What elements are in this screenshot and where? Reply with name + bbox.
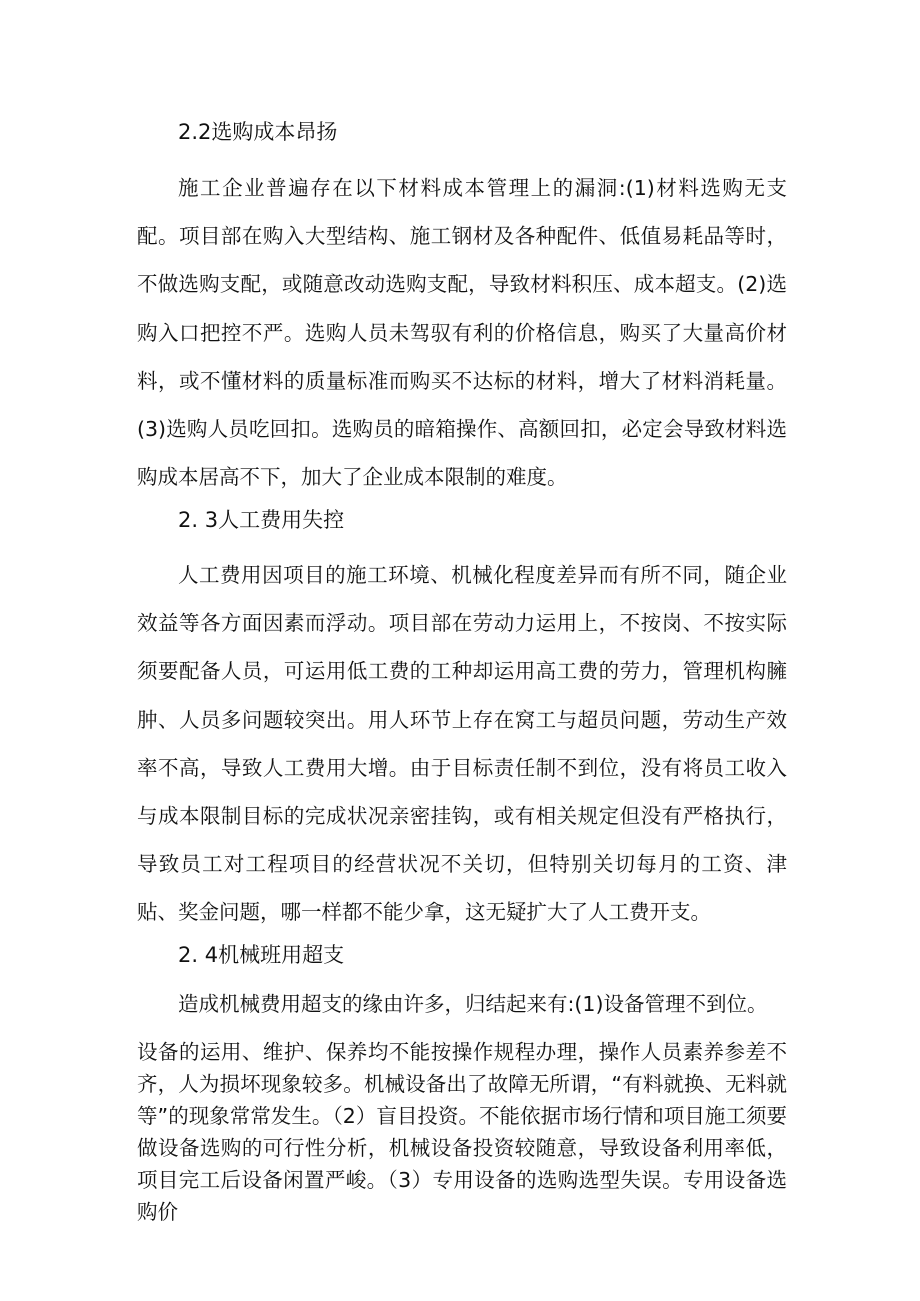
section-paragraph-2-3: 人工费用因项目的施工环境、机械化程度差异而有所不同，随企业效益等各方面因素而浮动。项目部在劳动力运用上，不按岗、不按实际须要配备人员，可运用低工费的工种却运用高工费的劳力，管理机构臃肿、人员多问题较突出。用人环节上存在窝工与超员问题，劳动生产效率不高，导致人工费用大增。由于目标责任制不到位，没有将员工收入与成本限制目标的完成状况亲密挂钩，或有相关规定但没有严格执行，导致员工对工程项目的经营状况不关切，但特别关切每月的工资、津贴、奖金问题，哪一样都不能少拿，这无疑扩大了人工费开支。: [137, 563, 787, 925]
section-paragraph-2-2: 施工企业普遍存在以下材料成本管理上的漏洞:(1)材料选购无支配。项目部在购入大型结构、施工钢材及各种配件、低值易耗品等时，不做选购支配，或随意改动选购支配，导致材料积压、成本超支。(2)选购入口把控不严。选购人员未驾驭有利的价格信息，购买了大量高价材料，或不懂材料的质量标准而购买不达标的材料，增大了材料消耗量。(3)选购人员吃回扣。选购员的暗箱操作、高额回扣，必定会导致材料选购成本居高不下，加大了企业成本限制的难度。: [137, 176, 787, 490]
section-paragraph-2-4: 设备的运用、维护、保养均不能按操作规程办理，操作人员素养参差不齐，人为损坏现象较多。机械设备出了故障无所谓，“有料就换、无料就等”的现象常常发生。（2）盲目投资。不能依据市场行情和项目施工须要做设备选购的可行性分析，机械设备投资较随意，导致设备利用率低，项目完工后设备闲置严峻。（3）专用设备的选购选型失误。专用设备选购价: [137, 1040, 787, 1224]
section-heading-2-2: 2.2选购成本昂扬: [178, 120, 338, 144]
section-lead-2-4: 造成机械费用超支的缘由许多，归结起来有:(1)设备管理不到位。: [178, 992, 768, 1016]
section-heading-2-3: 2. 3人工费用失控: [178, 508, 345, 532]
section-heading-2-4: 2. 4机械班用超支: [178, 943, 345, 967]
